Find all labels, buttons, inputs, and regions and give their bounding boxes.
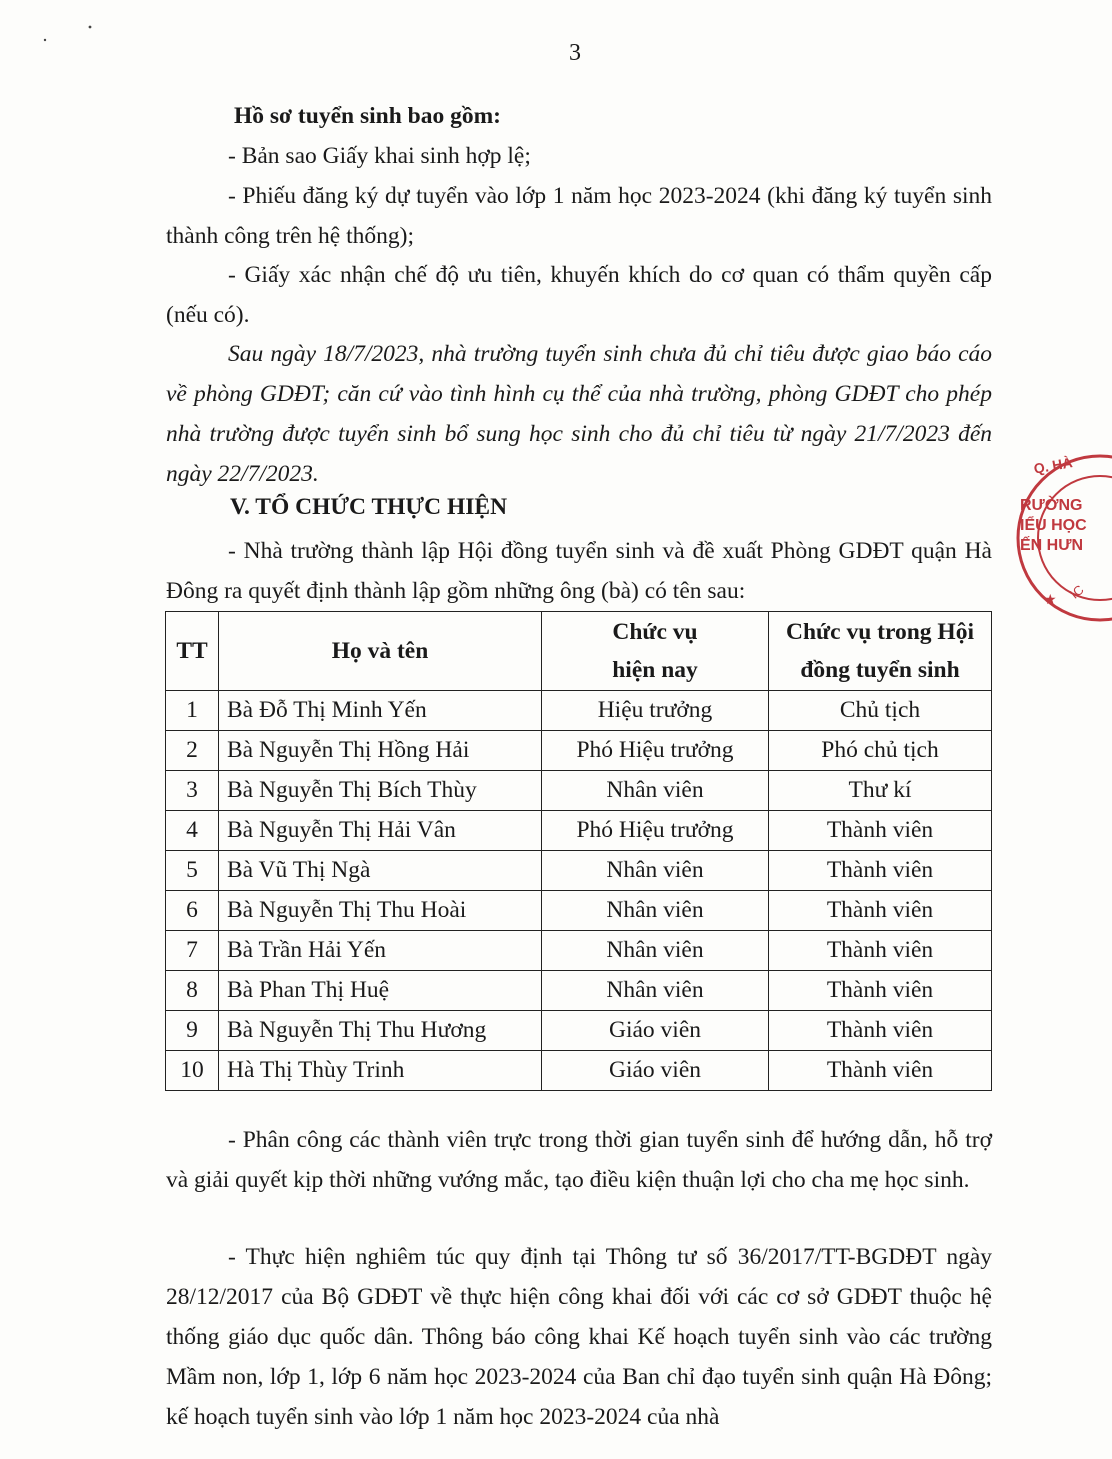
- header-role: [769, 612, 992, 691]
- table-row: [166, 691, 992, 731]
- cell-tt: 8: [166, 971, 219, 1011]
- cell-position: Phó Hiệu trưởng: [542, 731, 769, 771]
- cell-role: Thành viên: [769, 891, 992, 931]
- cell-role: Thành viên: [769, 1011, 992, 1051]
- seal-fragment: IC: [1066, 581, 1087, 602]
- cell-role: Thư kí: [769, 771, 992, 811]
- table-row: [166, 891, 992, 931]
- cell-name: Bà Nguyễn Thị Thu Hoài: [219, 891, 542, 931]
- cell-role: Thành viên: [769, 811, 992, 851]
- cell-name: Bà Vũ Thị Ngà: [219, 851, 542, 891]
- table-row: [166, 1051, 992, 1091]
- cell-tt: 3: [166, 771, 219, 811]
- cell-name: Bà Trần Hải Yến: [219, 931, 542, 971]
- table-header-row: [166, 612, 992, 691]
- seal-line-1: RƯỜNG: [1020, 497, 1083, 514]
- header-tt: TT: [166, 612, 219, 691]
- table-row: [166, 771, 992, 811]
- records-note: Sau ngày 18/7/2023, nhà trường tuyển sinh chưa đủ chỉ tiêu được giao báo cáo về phòng GDĐT; căn cứ vào tình hình cụ thể của nhà trường, phòng GDĐT cho phép nhà trường được tuyển sinh bổ sung học sinh cho đủ chỉ tiêu từ ngày 21/7/2023 đến ngày 22/7/2023.: [166, 341, 992, 487]
- cell-position: Nhân viên: [542, 891, 769, 931]
- cell-tt: 6: [166, 891, 219, 931]
- after-table-duty-paragraph: - Phân công các thành viên trực trong thời gian tuyển sinh để hướng dẫn, hỗ trợ và giải quyết kịp thời những vướng mắc, tạo điều kiện thuận lợi cho cha mẹ học sinh.: [166, 1127, 992, 1193]
- header-position-line1: Chức vụ: [612, 619, 698, 645]
- cell-tt: 5: [166, 851, 219, 891]
- records-item-registration-form: - Phiếu đăng ký dự tuyển vào lớp 1 năm học 2023-2024 (khi đăng ký tuyển sinh thành công trên hệ thống);: [166, 183, 992, 249]
- cell-role: Chủ tịch: [769, 691, 992, 731]
- seal-star-icon: ★: [1044, 592, 1057, 608]
- cell-position: Nhân viên: [542, 851, 769, 891]
- table-row: [166, 1011, 992, 1051]
- cell-tt: 10: [166, 1051, 219, 1091]
- seal-line-2: IỂU HỌC: [1020, 517, 1087, 534]
- cell-name: Bà Nguyễn Thị Thu Hương: [219, 1011, 542, 1051]
- records-item-priority-certificate: - Giấy xác nhận chế độ ưu tiên, khuyến khích do cơ quan có thẩm quyền cấp (nếu có).: [166, 262, 992, 328]
- table-row: [166, 811, 992, 851]
- cell-position: Hiệu trưởng: [542, 691, 769, 731]
- table-row: [166, 971, 992, 1011]
- records-item-birth-cert: - Bản sao Giấy khai sinh hợp lệ;: [228, 143, 531, 169]
- section-v-heading: V. TỔ CHỨC THỰC HIỆN: [230, 494, 508, 520]
- cell-name: Bà Nguyễn Thị Hồng Hải: [219, 731, 542, 771]
- cell-position: Nhân viên: [542, 771, 769, 811]
- cell-tt: 9: [166, 1011, 219, 1051]
- cell-name: Bà Phan Thị Huệ: [219, 971, 542, 1011]
- cell-role: Thành viên: [769, 851, 992, 891]
- cell-position: Giáo viên: [542, 1011, 769, 1051]
- school-seal-stamp: [1010, 438, 1112, 638]
- cell-name: Bà Nguyễn Thị Hải Vân: [219, 811, 542, 851]
- cell-name: Bà Đỗ Thị Minh Yến: [219, 691, 542, 731]
- cell-role: Phó chủ tịch: [769, 731, 992, 771]
- table-row: [166, 931, 992, 971]
- header-role-line1: Chức vụ trong Hội: [786, 619, 974, 645]
- cell-name: Bà Nguyễn Thị Bích Thùy: [219, 771, 542, 811]
- header-position: [542, 612, 769, 691]
- table-row: [166, 731, 992, 771]
- cell-role: Thành viên: [769, 971, 992, 1011]
- cell-position: Phó Hiệu trưởng: [542, 811, 769, 851]
- cell-position: Nhân viên: [542, 971, 769, 1011]
- committee-table: [165, 611, 992, 1091]
- table-row: [166, 851, 992, 891]
- after-table-circular-paragraph: - Thực hiện nghiêm túc quy định tại Thông tư số 36/2017/TT-BGDĐT ngày 28/12/2017 của Bộ GDĐT về thực hiện công khai đối với các cơ sở GDĐT thuộc hệ thống giáo dục quốc dân. Thông báo công khai Kế hoạch tuyển sinh vào các trường Mầm non, lớp 1, lớp 6 năm học 2023-2024 của Ban chỉ đạo tuyển sinh quận Hà Đông; kế hoạch tuyển sinh vào lớp 1 năm học 2023-2024 của nhà: [166, 1244, 992, 1430]
- cell-tt: 7: [166, 931, 219, 971]
- seal-line-3: ẾN HƯN: [1020, 537, 1084, 554]
- cell-position: Giáo viên: [542, 1051, 769, 1091]
- cell-role: Thành viên: [769, 931, 992, 971]
- cell-name: Hà Thị Thùy Trinh: [219, 1051, 542, 1091]
- header-role-line2: đồng tuyển sinh: [800, 657, 960, 683]
- header-name: Họ và tên: [219, 612, 542, 691]
- cell-role: Thành viên: [769, 1051, 992, 1091]
- seal-text-top: Q. HÀ: [1032, 454, 1074, 477]
- cell-tt: 2: [166, 731, 219, 771]
- cell-tt: 4: [166, 811, 219, 851]
- page-number: 3: [569, 40, 581, 66]
- header-position-line2: hiện nay: [612, 657, 698, 683]
- records-title: Hồ sơ tuyển sinh bao gồm:: [234, 103, 501, 129]
- cell-tt: 1: [166, 691, 219, 731]
- section-v-intro: - Nhà trường thành lập Hội đồng tuyển sinh và đề xuất Phòng GDĐT quận Hà Đông ra quyết định thành lập gồm những ông (bà) có tên sau:: [166, 538, 992, 604]
- cell-position: Nhân viên: [542, 931, 769, 971]
